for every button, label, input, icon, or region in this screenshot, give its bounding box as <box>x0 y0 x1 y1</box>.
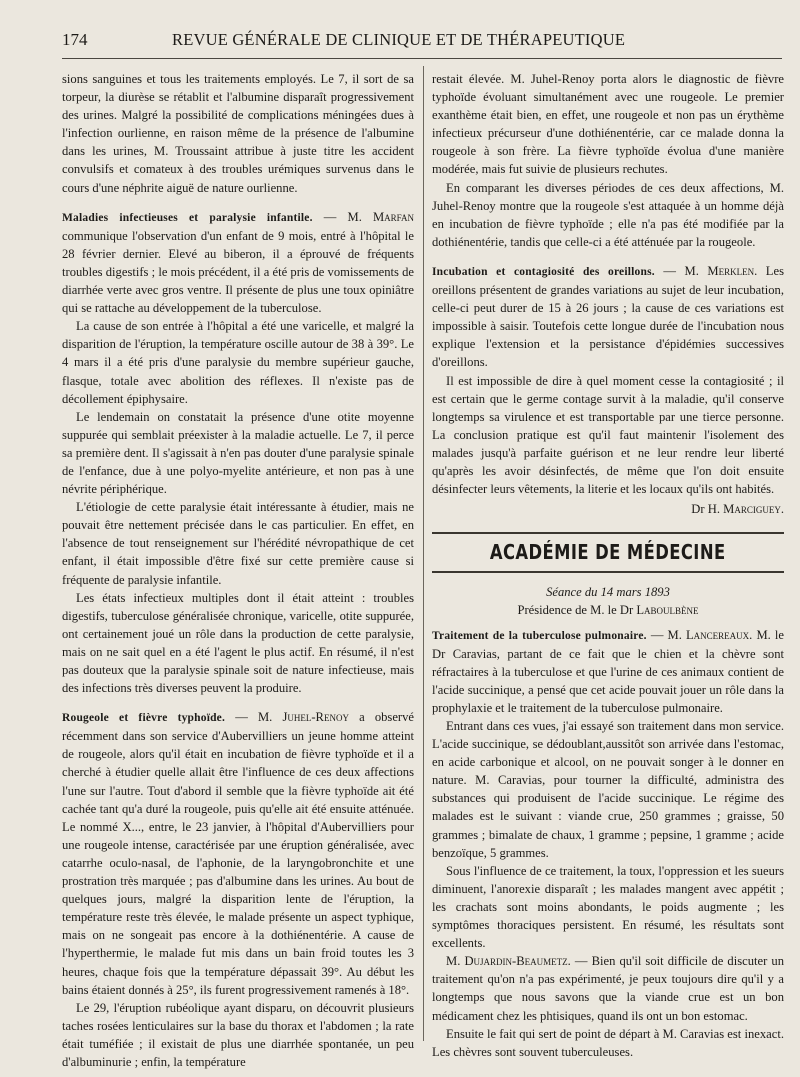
paragraph: communique l'observation d'un enfant de 9 mois, entré à l'hôpital le 28 février dernier. Elevé au biberon, il a éprouvé de fréquents troubles digestifs ; le mois précédent, il a été pris de vomissements de diarrhée verte avec gros ventre. Il présente de plus une toux opiniâtre qui se rattache au développement de la tuberculose. <box>62 228 414 316</box>
paragraph: Il est impossible de dire à quel moment cesse la contagiosité ; il est certain que le germe contage survit à la maladie, qu'il conserve longtemps sa virulence et est transportable par une tierce personne. La conclusion pratique est qu'il faut maintenir l'isolement des malades jusqu'à parfaite guérison et ne leur rendre leur liberté qu'après les avoir désinfectés, de même que l'on doit ensuite désinfecter leurs vêtements, la literie et les locaux qu'ils ont habités. <box>432 373 784 497</box>
paragraph: sions sanguines et tous les traitements employés. Le 7, il sort de sa torpeur, la diurèse se rétablit et l'albumine disparaît progressivement des urines. Malgré la possibilité de complications méningées dues à l'infection ourlienne, en raison même de la présence de l'albumine dans les urines, M. Troussaint attribue à juste titre les accident convulsifs et comateux à des troubles urémiques survenus dans le cours d'une néphrite aiguë de nature ourlienne. <box>62 72 414 195</box>
paragraph: a observé récemment dans son service d'Aubervilliers un jeune homme atteint de rougeole, alors qu'il était en incubation de fièvre typhoïde et il a cherché à étudier quelle allait être l'influence de ces deux affections l'une sur l'autre. Tout d'abord il semble que la fièvre typhoïde ait été cachée tant qu'a duré la rougeole, puis qu'elle ait été ensuite atténuée. Le nommé X..., entre, le 23 janvier, à l'hôpital d'Aubervilliers pour une rougeole intense, caractérisée par une éruption généralisée, avec catarrhe oculo-nasal, de l'aphonie, de la laryngobronchite et une prostration très marquée ; pas d'albumine dans les urines. Au bout de quelques jours, malgré la disparition lente de l'éruption, la température reste très élevée, le malade présente un aspect typhique, mais on ne songeait pas encore à la dothiénentérie. A cause de l'hyperthermie, le malade fut mis dans un bain froid toutes les 3 heures, chaque fois que la température dépassait 39°. Au début les bains étaient donnés à 25°, ils furent progressivement ramenés à 18°. <box>62 710 414 997</box>
column-divider <box>423 66 424 1041</box>
section-title: Incubation et contagiosité des oreillons. <box>432 265 655 278</box>
paragraph: En comparant les diverses périodes de ces deux affections, M. Juhel-Renoy montre que la rougeole s'est attaquée à un homme déjà en incubation de fièvre typhoïde ; elle n'a pas été modifiée par la dothiénentérie, tandis que celle-ci a été atténuée par la rougeole. <box>432 180 784 249</box>
signature <box>432 500 784 518</box>
section-title: Rougeole et fièvre typhoïde. <box>62 712 226 725</box>
section-oreillons <box>432 262 784 372</box>
signature-prefix: Dr H. <box>691 502 724 517</box>
paragraph: Le lendemain on constatait la présence d'une otite moyenne suppurée qui semblait préexister à la maladie actuelle. Le 7, il perce sa première dent. Il s'agissait à n'en pas douter d'une paralysie spinale de l'enfance, due à une polyo-myelite antérieure, et non pas à une névrite périphérique. <box>62 409 414 497</box>
section-author: Merklen. <box>707 263 758 278</box>
section-dash: — M. <box>654 263 708 278</box>
running-title: REVUE GÉNÉRALE DE CLINIQUE ET DE THÉRAPEUTIQUE <box>172 30 626 49</box>
session-text: Séance du 14 mars 1893 <box>546 585 670 600</box>
paragraph: Sous l'influence de ce traitement, la toux, l'oppression et les sueurs diminuent, l'anorexie disparaît ; les malades mangent avec appétit ; les crachats sont moins abondants, le poids augmente ; les symptômes thoraciques persistent. En résumé, les résultats sont excellents. <box>432 863 784 951</box>
paragraph: La cause de son entrée à l'hôpital a été une varicelle, et malgré la disparition de l'éruption, la température oscille autour de 38 à 39°. Le 4 mars il a été pris d'une paralysie du membre supérieur gauche, flasque, totale avec abolition des réflexes. Il n'existe pas de décollement épiphysaire. <box>62 319 414 406</box>
section-paralysie <box>62 208 414 318</box>
left-column <box>62 70 414 1069</box>
section-author: Lancereaux. <box>685 627 753 642</box>
paragraph: — Bien qu'il soit difficile de discuter un traitement qu'on n'a pas expérimenté, je peux toujours dire qu'il y a longtemps que nous savons que la viande crue est un bon médicament chez les phtisiques, quand ils ont un bon estomac. <box>432 954 784 1023</box>
paragraph: Les oreillons présentent de grandes variations au sujet de leur incubation, celle-ci peut durer de 15 à 26 jours ; la cause de ces variations est impossible à saisir. Toutefois cette longue durée de l'incubation nous explique l'extension et la persistance d'épidémies successives d'oreillons. <box>432 263 784 370</box>
section-title: Traitement de la tuberculose pulmonaire. <box>432 629 647 642</box>
section-author: M. Dujardin-Beaumetz. <box>446 954 571 969</box>
header-rule <box>62 58 782 59</box>
paragraph: restait élevée. M. Juhel-Renoy porta alors le diagnostic de fièvre typhoïde évoluant simultanément avec une rougeole. Le premier exanthème était bien, en effet, une rougeole et non pas un érythème infectieux précurseur d'une dothiénentérie, car ce malade donna la rougeole à son frère. La fièvre typhoïde évolua d'une manière modérée, mais fut suivie de plusieurs rechutes. <box>432 72 784 177</box>
signature-name: Marciguey. <box>723 502 784 517</box>
paragraph: Entrant dans ces vues, j'ai essayé son traitement dans mon service. L'acide succinique, se dédoublant,aussitôt son arrivée dans l'estomac, en acide carbonique et alcool, on ne pouvait songer à le donner en nature. M. Caravias, pour tourner la difficulté, administra des substances qui produisent de l'acide succinique. Le régime des malades est le suivant : viande crue, 250 grammes ; graisse, 50 grammes ; bimalate de chaux, 1 gramme ; pepsine, 1 gramme ; acide benzoïque, 5 grammes. <box>432 719 784 860</box>
section-title: Maladies infectieuses et paralysie infantile. <box>62 211 313 224</box>
session-date <box>432 583 784 601</box>
page-header <box>62 30 782 56</box>
section-rougeole <box>62 708 414 999</box>
section-dash: — M. <box>225 710 283 725</box>
presidence-name: Laboulbène <box>636 603 699 618</box>
presidence <box>432 601 784 619</box>
section-author: Marfan <box>372 209 414 224</box>
section-author: Juhel-Renoy <box>282 710 349 725</box>
paragraph: M. le Dr Caravias, partant de ce fait que le chien et la chèvre sont réfractaires à la tuberculose et que l'urine de ces animaux contient de l'acide succinique, a pensé que cet acide pouvait jouer un rôle dans la prophylaxie et le traitement de la tuberculose pulmonaire. <box>432 627 784 715</box>
paragraph: Ensuite le fait qui sert de point de départ à M. Caravias est inexact. Les chèvres sont souvent tuberculeuses. <box>432 1026 784 1059</box>
presidence-prefix: Présidence de M. le Dr <box>517 603 637 618</box>
right-column <box>432 70 784 1060</box>
academy-heading-box <box>432 532 784 573</box>
paragraph: L'étiologie de cette paralysie était intéressante à étudier, mais ne pouvait être nettement précisée dans le cas particulier. En effet, en l'absence de tout renseignement sur l'hérédité névropathique de cet enfant, il était impossible d'être fixé sur cette première cause si fréquente de paralysie infantile. <box>62 500 414 587</box>
paragraph-dujardin <box>432 952 784 1024</box>
section-tuberculose <box>432 626 784 717</box>
page-number: 174 <box>62 30 88 49</box>
academy-title: ACADÉMIE DE MÉDECINE <box>490 540 726 565</box>
paragraph: Le 29, l'éruption rubéolique ayant disparu, on découvrit plusieurs taches rosées lenticulaires sur la base du thorax et l'abdomen ; la rate était tuméfiée ; il existait de plus une diarrhée spontanée, un peu d'albuminurie ; enfin, la température <box>62 1000 414 1069</box>
section-dash: — M. <box>312 209 373 224</box>
paragraph: Les états infectieux multiples dont il était atteint : troubles digestifs, tuberculose généralisée chronique, varicelle, otite suppurée, ont certainement joué un rôle dans la production de cette paralysie, mais on ne sait quel en a été l'agent le plus actif. En résumé, il n'est pas douteux que la paralysie spinale soit de nature infectieuse, mais des infections très diverses peuvent la produire. <box>62 590 414 696</box>
section-dash: — M. <box>646 627 686 642</box>
